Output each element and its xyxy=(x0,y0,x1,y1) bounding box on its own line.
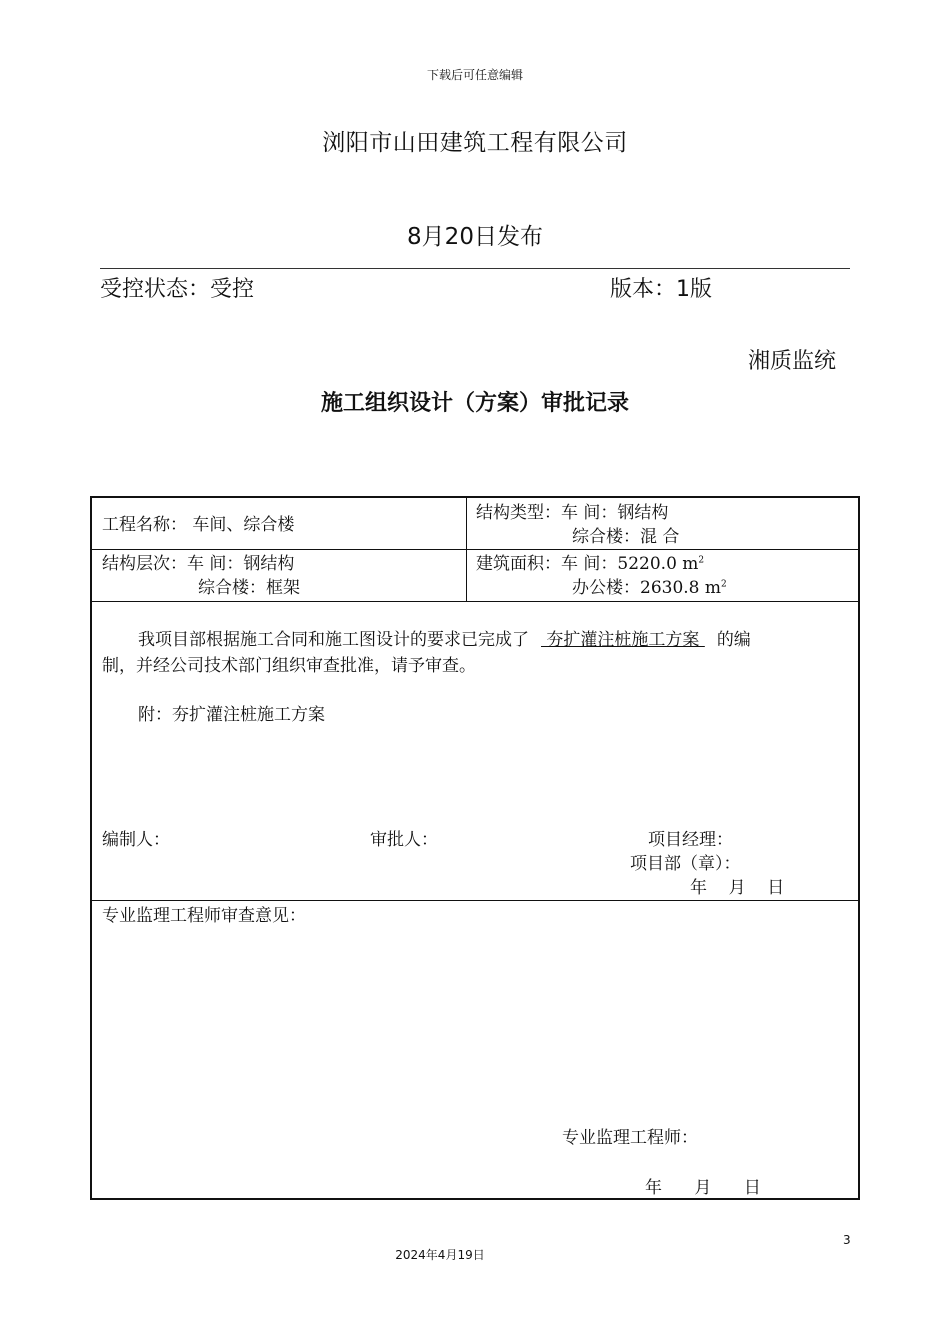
approver-label: 审批人： xyxy=(370,830,438,850)
project-dept-seal-label: 项目部（章）： xyxy=(630,854,741,874)
submission-text-line1: 我项目部根据施工合同和施工图设计的要求已完成了 夯扩灌注桩施工方案 的编 xyxy=(138,630,751,650)
version-label: 版本：1版 xyxy=(610,277,712,302)
row-divider xyxy=(92,549,858,550)
download-note: 下载后可任意编辑 xyxy=(426,68,523,82)
project-name-cell: 工程名称： 车间、综合楼 xyxy=(102,515,295,535)
footer-date: 2024年4月19日 xyxy=(395,1248,485,1262)
page-number: 3 xyxy=(843,1233,851,1247)
project-manager-label: 项目经理： xyxy=(648,830,733,850)
header-rule xyxy=(100,268,850,269)
row-divider xyxy=(92,601,858,602)
row-divider xyxy=(92,900,858,901)
building-area-line1: 建筑面积：车 间：5220.0 $m^2$ xyxy=(476,554,705,574)
plan-name-underlined: 夯扩灌注桩施工方案 xyxy=(541,630,705,650)
date-line-2: 年 月 日 xyxy=(645,1178,761,1198)
approval-form-table xyxy=(90,496,860,1200)
company-name: 浏阳市山田建筑工程有限公司 xyxy=(322,130,628,156)
structure-type-line1: 结构类型：车 间：钢结构 xyxy=(476,503,669,523)
date-line-1: 年 月 日 xyxy=(690,878,785,898)
attachment-line: 附：夯扩灌注桩施工方案 xyxy=(138,705,325,725)
document-title: 施工组织设计（方案）审批记录 xyxy=(320,391,629,416)
structure-type-line2: 综合楼：混 合 xyxy=(572,527,680,547)
column-divider xyxy=(466,498,467,601)
structure-level-line2: 综合楼：框架 xyxy=(198,578,300,598)
submission-text-line2: 制，并经公司技术部门组织审查批准，请予审查。 xyxy=(102,656,476,676)
structure-level-line1: 结构层次：车 间：钢结构 xyxy=(102,554,295,574)
supervisor-label: 专业监理工程师： xyxy=(562,1128,698,1148)
building-area-line2: 办公楼：2630.8 $m^2$ xyxy=(572,578,727,598)
form-code: 湘质监统 xyxy=(748,349,837,374)
release-date: 8月20日发布 xyxy=(407,224,543,250)
supervisor-opinion-label: 专业监理工程师审查意见： xyxy=(102,906,306,926)
control-status: 受控状态：受控 xyxy=(100,277,255,302)
compiler-label: 编制人： xyxy=(102,830,170,850)
